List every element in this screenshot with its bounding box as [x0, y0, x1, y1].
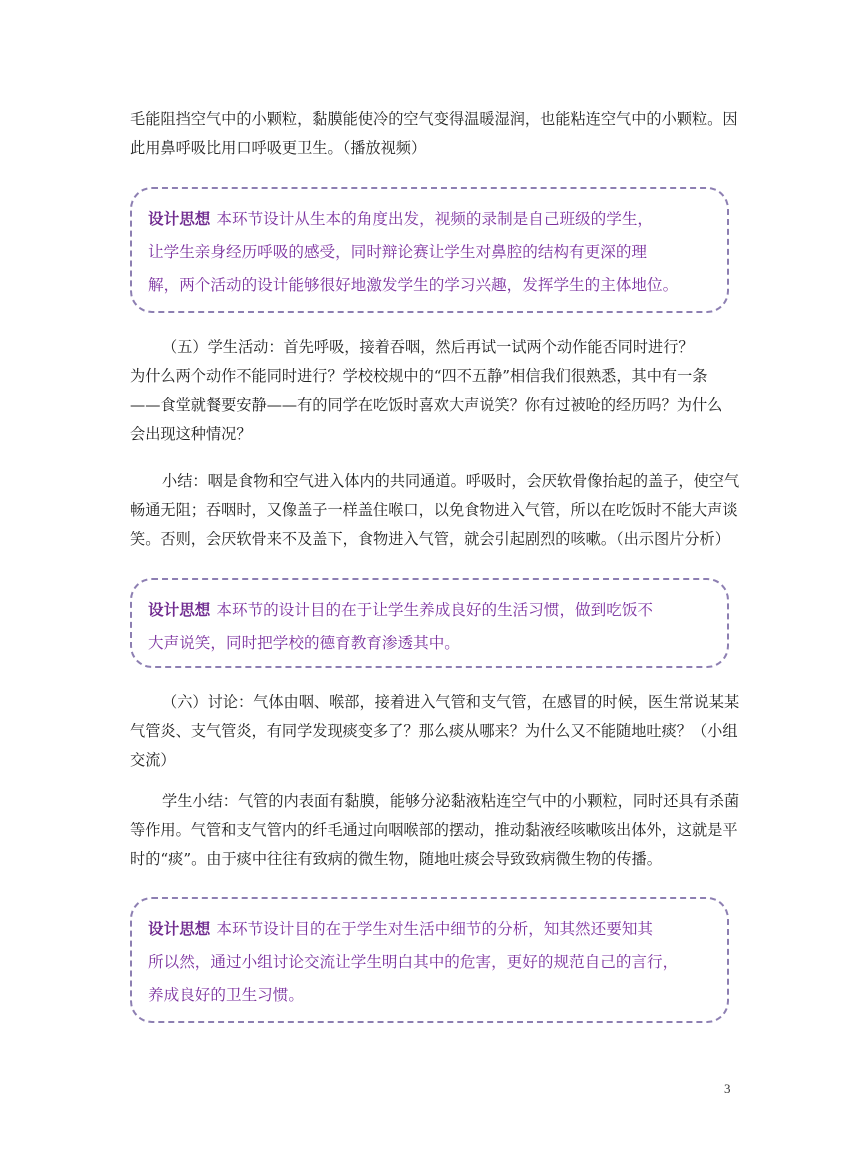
text-line: 此用鼻呼吸比用口呼吸更卫生。（播放视频） — [130, 139, 427, 157]
text-line: 所以然，通过小组讨论交流让学生明白其中的危害，更好的规范自己的言行， — [148, 953, 679, 971]
text-line: 让学生亲身经历呼吸的感受，同时辩论赛让学生对鼻腔的结构有更深的理 — [148, 243, 648, 261]
text-line: 等作用。气管和支气管内的纤毛通过向咽喉部的摆动，推动黏液经咳嗽咳出体外，这就是平 — [130, 821, 738, 839]
design-idea-box-3 — [130, 897, 729, 1023]
text-line: 养成良好的卫生习惯。 — [148, 986, 304, 1004]
text-line: 时的“痰”。由于痰中往往有致病的微生物，随地吐痰会导致致病微生物的传播。 — [130, 850, 662, 868]
text-line: 为什么两个动作不能同时进行？学校校规中的“四不五静”相信我们很熟悉，其中有一条 — [130, 367, 708, 385]
text-line: 交流） — [130, 751, 176, 769]
text-line: 小结：咽是食物和空气进入体内的共同通道。呼吸时，会厌软骨像抬起的盖子，使空气 — [162, 472, 740, 490]
text-line: 毛能阻挡空气中的小颗粒，黏膜能使冷的空气变得温暖湿润，也能粘连空气中的小颗粒。因 — [130, 110, 738, 128]
summary-five-paragraph — [130, 467, 740, 554]
text-line: 解，两个活动的设计能够很好地激发学生的学习兴趣，发挥学生的主体地位。 — [148, 276, 679, 294]
text-line: 设计思想 本环节设计目的在于学生对生活中细节的分析，知其然还要知其 — [148, 920, 654, 938]
text-line: 气管炎、支气管炎，有同学发现痰变多了？那么痰从哪来？为什么又不能随地吐痰？（小组 — [130, 722, 738, 740]
design-idea-label: 设计思想 — [148, 920, 211, 938]
design-idea-box-1 — [130, 187, 729, 313]
text-line: 大声说笑，同时把学校的德育教育渗透其中。 — [148, 634, 460, 652]
student-summary-paragraph — [130, 787, 740, 874]
design-idea-label: 设计思想 — [148, 601, 211, 619]
discussion-six-paragraph — [130, 688, 740, 775]
text-line: 设计思想 本环节设计从生本的角度出发，视频的录制是自己班级的学生， — [148, 210, 654, 228]
design-idea-box-2 — [130, 578, 729, 668]
text-line: （六）讨论：气体由咽、喉部，接着进入气管和支气管，在感冒的时候，医生常说某某 — [162, 693, 740, 711]
activity-five-paragraph — [130, 333, 740, 449]
text-line: ——食堂就餐要安静——有的同学在吃饭时喜欢大声说笑？你有过被呛的经历吗？为什么 — [130, 396, 723, 414]
design-idea-label: 设计思想 — [148, 210, 211, 228]
intro-paragraph — [130, 105, 740, 163]
text-line: 设计思想 本环节的设计目的在于让学生养成良好的生活习惯，做到吃饭不 — [148, 601, 654, 619]
text-line: 笑。否则，会厌软骨来不及盖下，食物进入气管，就会引起剧烈的咳嗽。（出示图片分析） — [130, 530, 730, 548]
text-line: 学生小结：气管的内表面有黏膜，能够分泌黏液粘连空气中的小颗粒，同时还具有杀菌 — [162, 792, 740, 810]
page-number: 3 — [724, 1081, 731, 1096]
text-line: （五）学生活动：首先呼吸，接着吞咽，然后再试一试两个动作能否同时进行？ — [162, 338, 694, 356]
text-line: 会出现这种情况？ — [130, 425, 252, 443]
text-line: 畅通无阻；吞咽时，又像盖子一样盖住喉口，以免食物进入气管，所以在吃饭时不能大声谈 — [130, 501, 738, 519]
